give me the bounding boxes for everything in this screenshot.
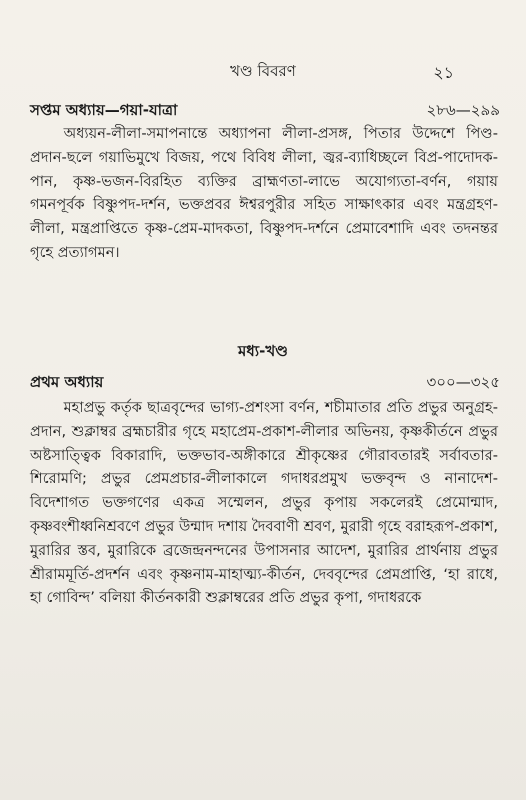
chapter-1-heading-row (30, 371, 500, 395)
chapter-1-heading: প্রথম অধ্যায় (30, 373, 104, 391)
running-header (0, 60, 526, 86)
section-title: মধ্য-খণ্ড (238, 342, 288, 360)
chapter-7-page-range: ২৮৬—২৯৯ (426, 101, 500, 119)
chapter-7-summary: অধ্যয়ন-লীলা-সমাপনান্তে অধ্যাপনা লীলা-প্রসঙ্গ, পিতার উদ্দেশে পিণ্ড-প্রদান-ছলে গয়াভিমুখে বিজয়, পথে বিবিধ লীলা, জ্বর-ব্যাধিচ্ছলে বিপ্র-পাদোদক-পান, কৃষ্ণ-ভজন-বিরহিত ব্যক্তির ব্রাহ্মণতা-লাভে অযোগ্যতা-বর্ণন, গয়ায় গমনপূর্বক বিষ্ণুপদ-দর্শন, ভক্তপ্রবর ঈশ্বরপুরীর সহিত সাক্ষাৎকার এবং মন্ত্রগ্রহণ-লীলা, মন্ত্রপ্রাপ্তিতে কৃষ্ণ-প্রেম-মাদকতা, বিষ্ণুপদ-দর্শনে প্রেমাবেশাদি এবং তদনন্তর গৃহে প্রত্যাগমন। (30, 125, 498, 261)
page-number: ২১ (433, 63, 454, 82)
chapter-7-heading-row (30, 99, 500, 123)
running-header-title: খণ্ড বিবরণ (230, 62, 296, 80)
chapter-7-heading: সপ্তম অধ্যায়—গয়া-যাত্রা (30, 101, 178, 119)
chapter-1-page-range: ৩০০—৩২৫ (426, 373, 500, 391)
chapter-1-summary: মহাপ্রভু কর্তৃক ছাত্রবৃন্দের ভাগ্য-প্রশংসা বর্ণন, শচীমাতার প্রতি প্রভুর অনুগ্রহ-প্রদান, শুক্লাম্বর ব্রহ্মচারীর গৃহে মহাপ্রেম-প্রকাশ-লীলার অভিনয়, কৃষ্ণকীর্তনে প্রভুর অষ্টসাত্ত্বিক বিকারাদি, ভক্তভাব-অঙ্গীকারে শ্রীকৃষ্ণের গৌরাবতারই সর্বাবতার-শিরোমণি; প্রভুর প্রেমপ্রচার-লীলাকালে গদাধরপ্রমুখ ভক্তবৃন্দ ও নানাদেশ-বিদেশাগত ভক্তগণের একত্র সম্মেলন, প্রভুর কৃপায় সকলেরই প্রেমোন্মাদ, কৃষ্ণবংশীধ্বনিশ্রবণে প্রভুর উন্মাদ দশায় দৈববাণী শ্রবণ, মুরারী গৃহে বরাহরূপ-প্রকাশ, মুরারির স্তব, মুরারিকে ব্রজেন্দ্রনন্দনের উপাসনার আদেশ, মুরারির প্রার্থনায় প্রভুর শ্রীরামমূর্তি-প্রদর্শন এবং কৃষ্ণনাম-মাহাত্ম্য-কীর্তন, দেববৃন্দের প্রেমপ্রাপ্তি, ‘হা রাধে, হা গোবিন্দ’ বলিয়া কীর্তনকারী শুক্লাম্বরের প্রতি প্রভুর কৃপা, গদাধরকে (30, 399, 498, 607)
